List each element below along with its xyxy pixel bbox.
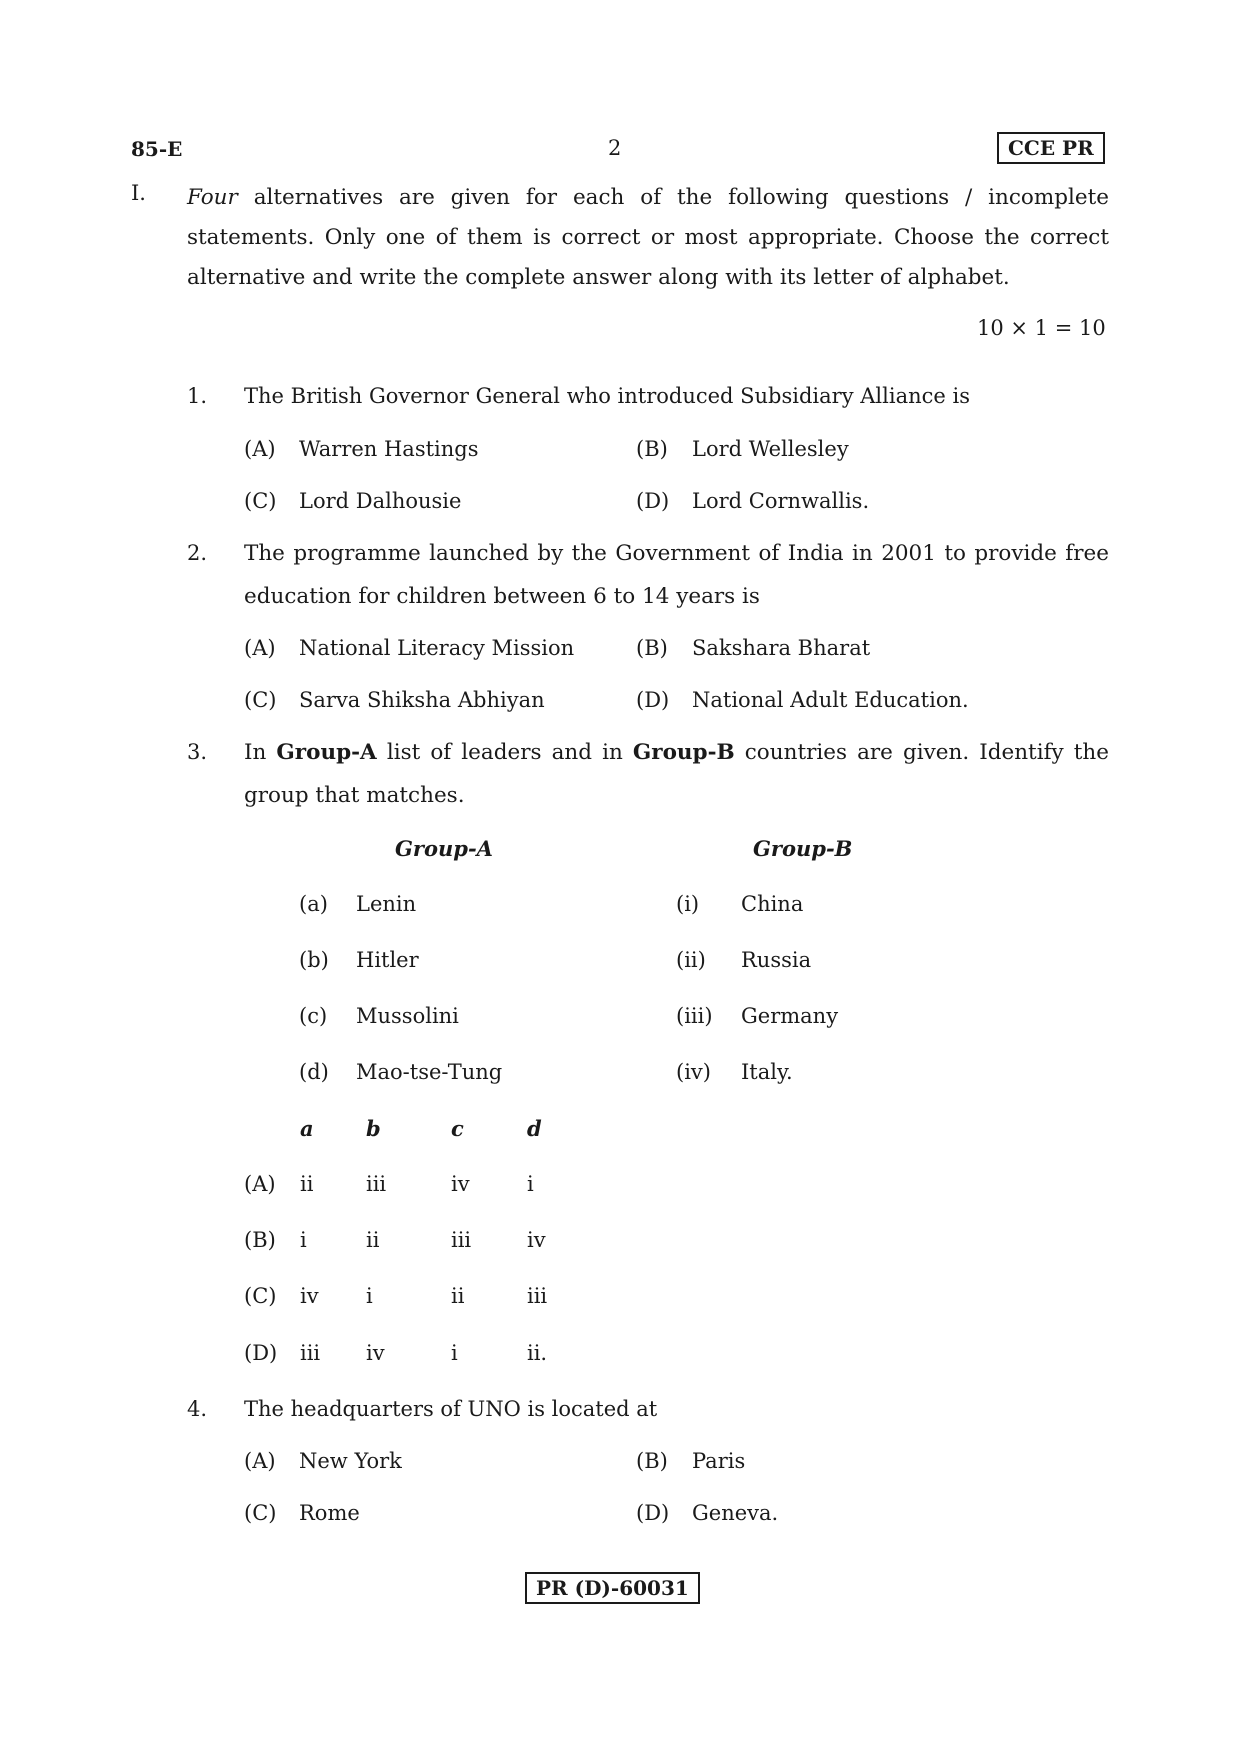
q3-text-part: In: [244, 740, 267, 765]
match-column-header: d: [527, 1116, 542, 1141]
group-b-label: (iv): [676, 1060, 711, 1084]
q1-option-a-letter: (A): [244, 437, 276, 461]
section-number: I.: [131, 181, 146, 205]
q4-option-a-text: New York: [299, 1449, 402, 1473]
q3-option-letter: (D): [244, 1341, 278, 1365]
instructions-lead-word: Four: [187, 185, 238, 210]
q1-option-c-text: Lord Dalhousie: [299, 489, 462, 513]
group-a-title: Group-A: [395, 836, 493, 861]
match-cell: i: [366, 1284, 373, 1308]
question-1-number: 1.: [187, 384, 208, 408]
footer-code-box: PR (D)-60031: [525, 1572, 700, 1604]
q3-text-part: countries are given. Identify the: [744, 740, 1109, 765]
question-3-number: 3.: [187, 740, 208, 764]
match-column-header: c: [451, 1116, 464, 1141]
q2-option-d-letter: (D): [636, 688, 670, 712]
match-cell: iv: [366, 1341, 385, 1365]
group-b-item: China: [741, 892, 804, 916]
match-cell: i: [451, 1341, 458, 1365]
match-cell: iv: [451, 1172, 470, 1196]
group-a-item: Mao-tse-Tung: [356, 1060, 503, 1084]
group-a-item: Lenin: [356, 892, 417, 916]
match-cell: ii: [366, 1228, 380, 1252]
group-b-item: Russia: [741, 948, 812, 972]
q3-option-letter: (A): [244, 1172, 276, 1196]
instructions-line-3: alternative and write the complete answer along with its letter of alphabet.: [187, 265, 1010, 290]
section-instructions: [187, 178, 1109, 298]
group-a-label: (c): [299, 1004, 328, 1028]
q1-option-a-text: Warren Hastings: [299, 437, 479, 461]
paper-tag-box: CCE PR: [997, 132, 1105, 164]
match-cell: iii: [300, 1341, 321, 1365]
question-3-line-1: [244, 731, 1109, 774]
match-cell: ii: [300, 1172, 314, 1196]
q4-option-c-letter: (C): [244, 1501, 277, 1525]
group-b-label: (ii): [676, 948, 706, 972]
q4-option-b-text: Paris: [692, 1449, 746, 1473]
section-marks: 10 × 1 = 10: [977, 316, 1106, 340]
q3-group-b-ref: Group-B: [632, 740, 735, 765]
question-3-text: [244, 731, 1109, 817]
q2-option-a-letter: (A): [244, 636, 276, 660]
question-4-number: 4.: [187, 1397, 208, 1421]
group-a-label: (d): [299, 1060, 329, 1084]
q2-option-a-text: National Literacy Mission: [299, 636, 575, 660]
match-cell: iii: [451, 1228, 472, 1252]
group-a-item: Hitler: [356, 948, 419, 972]
q3-option-letter: (B): [244, 1228, 276, 1252]
question-3-line-2: group that matches.: [244, 783, 465, 808]
q4-option-c-text: Rome: [299, 1501, 360, 1525]
question-2-line-1: The programme launched by the Government of India in 2001 to provide free: [244, 541, 1109, 566]
group-b-item: Germany: [741, 1004, 839, 1028]
q3-text-part: list of leaders and in: [386, 740, 623, 765]
instructions-line-1-rest: alternatives are given for each of the following questions / incomplete: [253, 185, 1109, 210]
match-column-header: b: [366, 1116, 381, 1141]
q4-option-a-letter: (A): [244, 1449, 276, 1473]
q2-option-c-text: Sarva Shiksha Abhiyan: [299, 688, 545, 712]
q2-option-d-text: National Adult Education.: [692, 688, 969, 712]
q1-option-d-letter: (D): [636, 489, 670, 513]
q3-option-letter: (C): [244, 1284, 277, 1308]
match-cell: ii.: [527, 1341, 548, 1365]
match-cell: iv: [527, 1228, 546, 1252]
instructions-line-2: statements. Only one of them is correct or most appropriate. Choose the correct: [187, 225, 1109, 250]
question-2-number: 2.: [187, 541, 208, 565]
question-1-text: The British Governor General who introduced Subsidiary Alliance is: [244, 384, 970, 408]
q4-option-b-letter: (B): [636, 1449, 668, 1473]
q2-option-c-letter: (C): [244, 688, 277, 712]
question-2-line-2: education for children between 6 to 14 years is: [244, 584, 760, 609]
group-b-item: Italy.: [741, 1060, 793, 1084]
paper-code: 85-E: [131, 137, 183, 161]
q1-option-b-letter: (B): [636, 437, 668, 461]
group-b-label: (iii): [676, 1004, 713, 1028]
group-a-label: (b): [299, 948, 329, 972]
match-cell: iv: [300, 1284, 319, 1308]
page-number: 2: [608, 136, 622, 160]
q1-option-b-text: Lord Wellesley: [692, 437, 849, 461]
match-cell: iii: [527, 1284, 548, 1308]
q1-option-d-text: Lord Cornwallis.: [692, 489, 870, 513]
instructions-line-1: [187, 178, 1109, 218]
question-4-text: The headquarters of UNO is located at: [244, 1397, 658, 1421]
match-cell: i: [527, 1172, 534, 1196]
q4-option-d-text: Geneva.: [692, 1501, 779, 1525]
group-b-title: Group-B: [753, 836, 853, 861]
q1-option-c-letter: (C): [244, 489, 277, 513]
q2-option-b-letter: (B): [636, 636, 668, 660]
group-b-label: (i): [676, 892, 700, 916]
q2-option-b-text: Sakshara Bharat: [692, 636, 871, 660]
match-cell: iii: [366, 1172, 387, 1196]
question-2-text: [244, 532, 1109, 618]
group-a-label: (a): [299, 892, 328, 916]
match-column-header: a: [300, 1116, 314, 1141]
q4-option-d-letter: (D): [636, 1501, 670, 1525]
match-cell: ii: [451, 1284, 465, 1308]
q3-group-a-ref: Group-A: [276, 740, 377, 765]
match-cell: i: [300, 1228, 307, 1252]
group-a-item: Mussolini: [356, 1004, 459, 1028]
